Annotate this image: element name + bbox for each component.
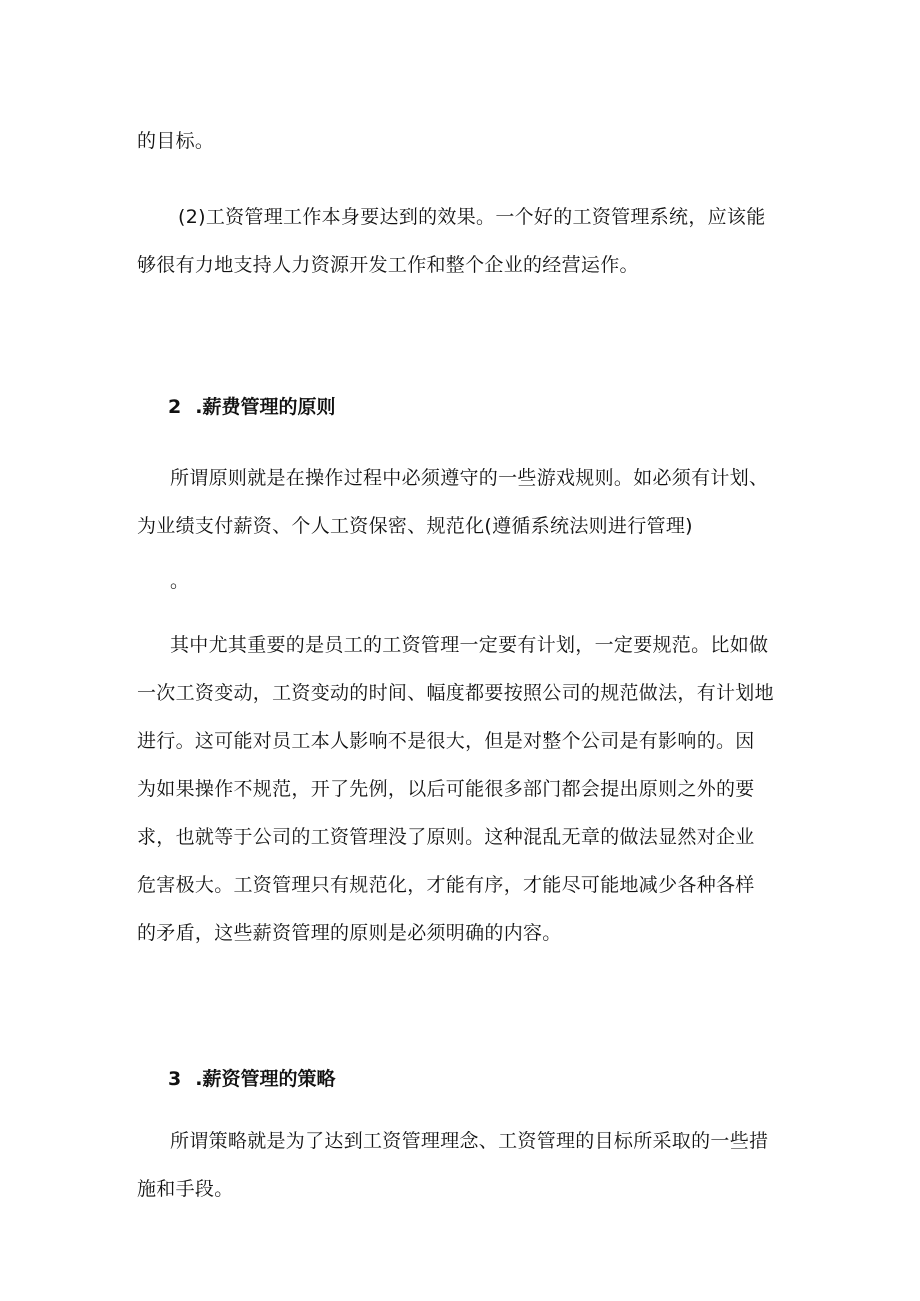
section-2-para2-line-1: 其中尤其重要的是员工的工资管理一定要有计划，一定要规范。比如做 — [170, 634, 769, 656]
intro-tail-line: 的目标。 — [137, 130, 215, 152]
section-3-number: 3 — [168, 1068, 182, 1090]
point2-line-2: 够很有力地支持人力资源开发工作和整个企业的经营运作。 — [137, 254, 639, 276]
section-2-para1-line-1: 所谓原则就是在操作过程中必须遵守的一些游戏规则。如必须有计划、 — [170, 467, 769, 489]
section-3-title: .薪资管理的策略 — [195, 1068, 336, 1090]
section-2-para1-line-3: 。 — [170, 570, 190, 592]
section-2-para2-line-4: 为如果操作不规范，开了先例，以后可能很多部门都会提出原则之外的要 — [137, 778, 755, 800]
section-2-para2-line-6: 危害极大。工资管理只有规范化，才能有序，才能尽可能地减少各种各样 — [137, 874, 755, 896]
section-2-heading — [168, 394, 335, 420]
section-2-para2-line-7: 的矛盾，这些薪资管理的原则是必须明确的内容。 — [137, 922, 562, 944]
section-2-para2-line-5: 求，也就等于公司的工资管理没了原则。这种混乱无章的做法显然对企业 — [137, 826, 755, 848]
section-2-para2-line-2: 一次工资变动，工资变动的时间、幅度都要按照公司的规范做法，有计划地 — [137, 682, 774, 704]
section-3-para1-line-2: 施和手段。 — [137, 1178, 234, 1200]
section-2-para1-line-2: 为业绩支付薪资、个人工资保密、规范化(遵循系统法则进行管理) — [137, 515, 693, 537]
section-3-para1-line-1: 所谓策略就是为了达到工资管理理念、工资管理的目标所采取的一些措 — [170, 1130, 769, 1152]
section-2-number: 2 — [168, 396, 182, 418]
section-2-title: .薪费管理的原则 — [195, 396, 336, 418]
point2-line-1: (2)工资管理工作本身要达到的效果。一个好的工资管理系统，应该能 — [178, 206, 766, 228]
section-2-para2-line-3: 进行。这可能对员工本人影响不是很大，但是对整个公司是有影响的。因 — [137, 730, 755, 752]
section-3-heading — [168, 1066, 335, 1092]
